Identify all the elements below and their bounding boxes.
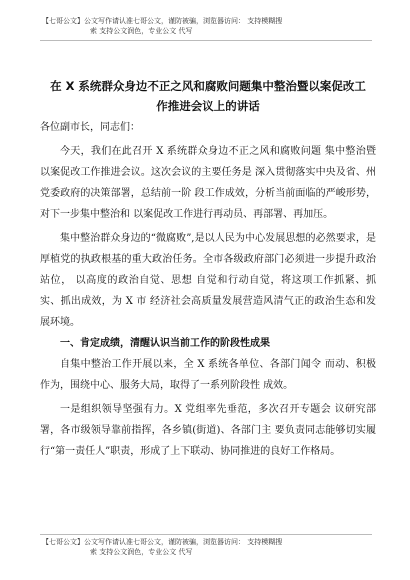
paragraph-3: 自集中整治工作开展以来，全 X 系统各单位、各部门闻令 而动、积极作为，围绕中心、服务大局，取得了一系列阶段性 成效。 [40,359,376,391]
header-line-1: 【七哥公文】公文写作请认准七哥公文，谨防被骗，浏览器访问： 支持模糊搜 [42,17,283,25]
paragraph-2: 集中整治群众身边的“微腐败”,是以人民为中心发展思想的必然要求，是厚植党的执政根基的重大政治任务。全市各级政府部门必须进一步提升政治站位， 以高度的政治自觉、思想 自觉和行动自觉，将这项工作抓紧、抓实、抓出成效，为 X 市 经济社会高质量发展营造风清气正的政治生态和发展环境。 [40,233,376,328]
footer-divider [40,534,372,535]
footer-banner [42,537,372,557]
title-line-2: 作推进会议上的讲话 [156,99,260,113]
salutation: 各位副市长，同志们： [40,122,140,133]
section-heading-1: 一、肯定成绩，清醒认识当前工作的阶段性成果 [60,338,270,349]
title-line-1: 在 X 系统群众身边不正之风和腐败问题集中整治暨以案促改工 [50,79,366,93]
document-body [40,117,376,462]
footer-line-1: 【七哥公文】公文写作请认准七哥公文，谨防被骗，浏览器访问： 支持模糊搜 [42,538,283,546]
header-divider [40,40,372,41]
header-line-2: 索 支持公文润色，专业公文 代写 [90,27,193,35]
paragraph-1: 今天，我们在此召开 X 系统群众身边不正之风和腐败问题 集中整治暨以案促改工作推进会议。这次会议的主要任务是 深入贯彻落实中央及省、州党委政府的决策部署，总结前一阶 段工作成效，分析当前面临的严峻形势，对下一步集中整治和 以案促改工作进行再动员、再部署、再加压。 [40,146,376,220]
footer-line-2: 索 支持公文润色，专业公文 代写 [90,548,193,556]
paragraph-4: 一是组织领导坚强有力。X 党组率先垂范，多次召开专题会 议研究部署，各市级领导靠前指挥，各乡镇(街道)、各部门主 要负责同志能够切实履行“第一责任人”职责，形成了上下联动、协同推进的良好工作格局。 [40,404,376,457]
header-banner [42,16,372,36]
document-title [40,76,376,116]
